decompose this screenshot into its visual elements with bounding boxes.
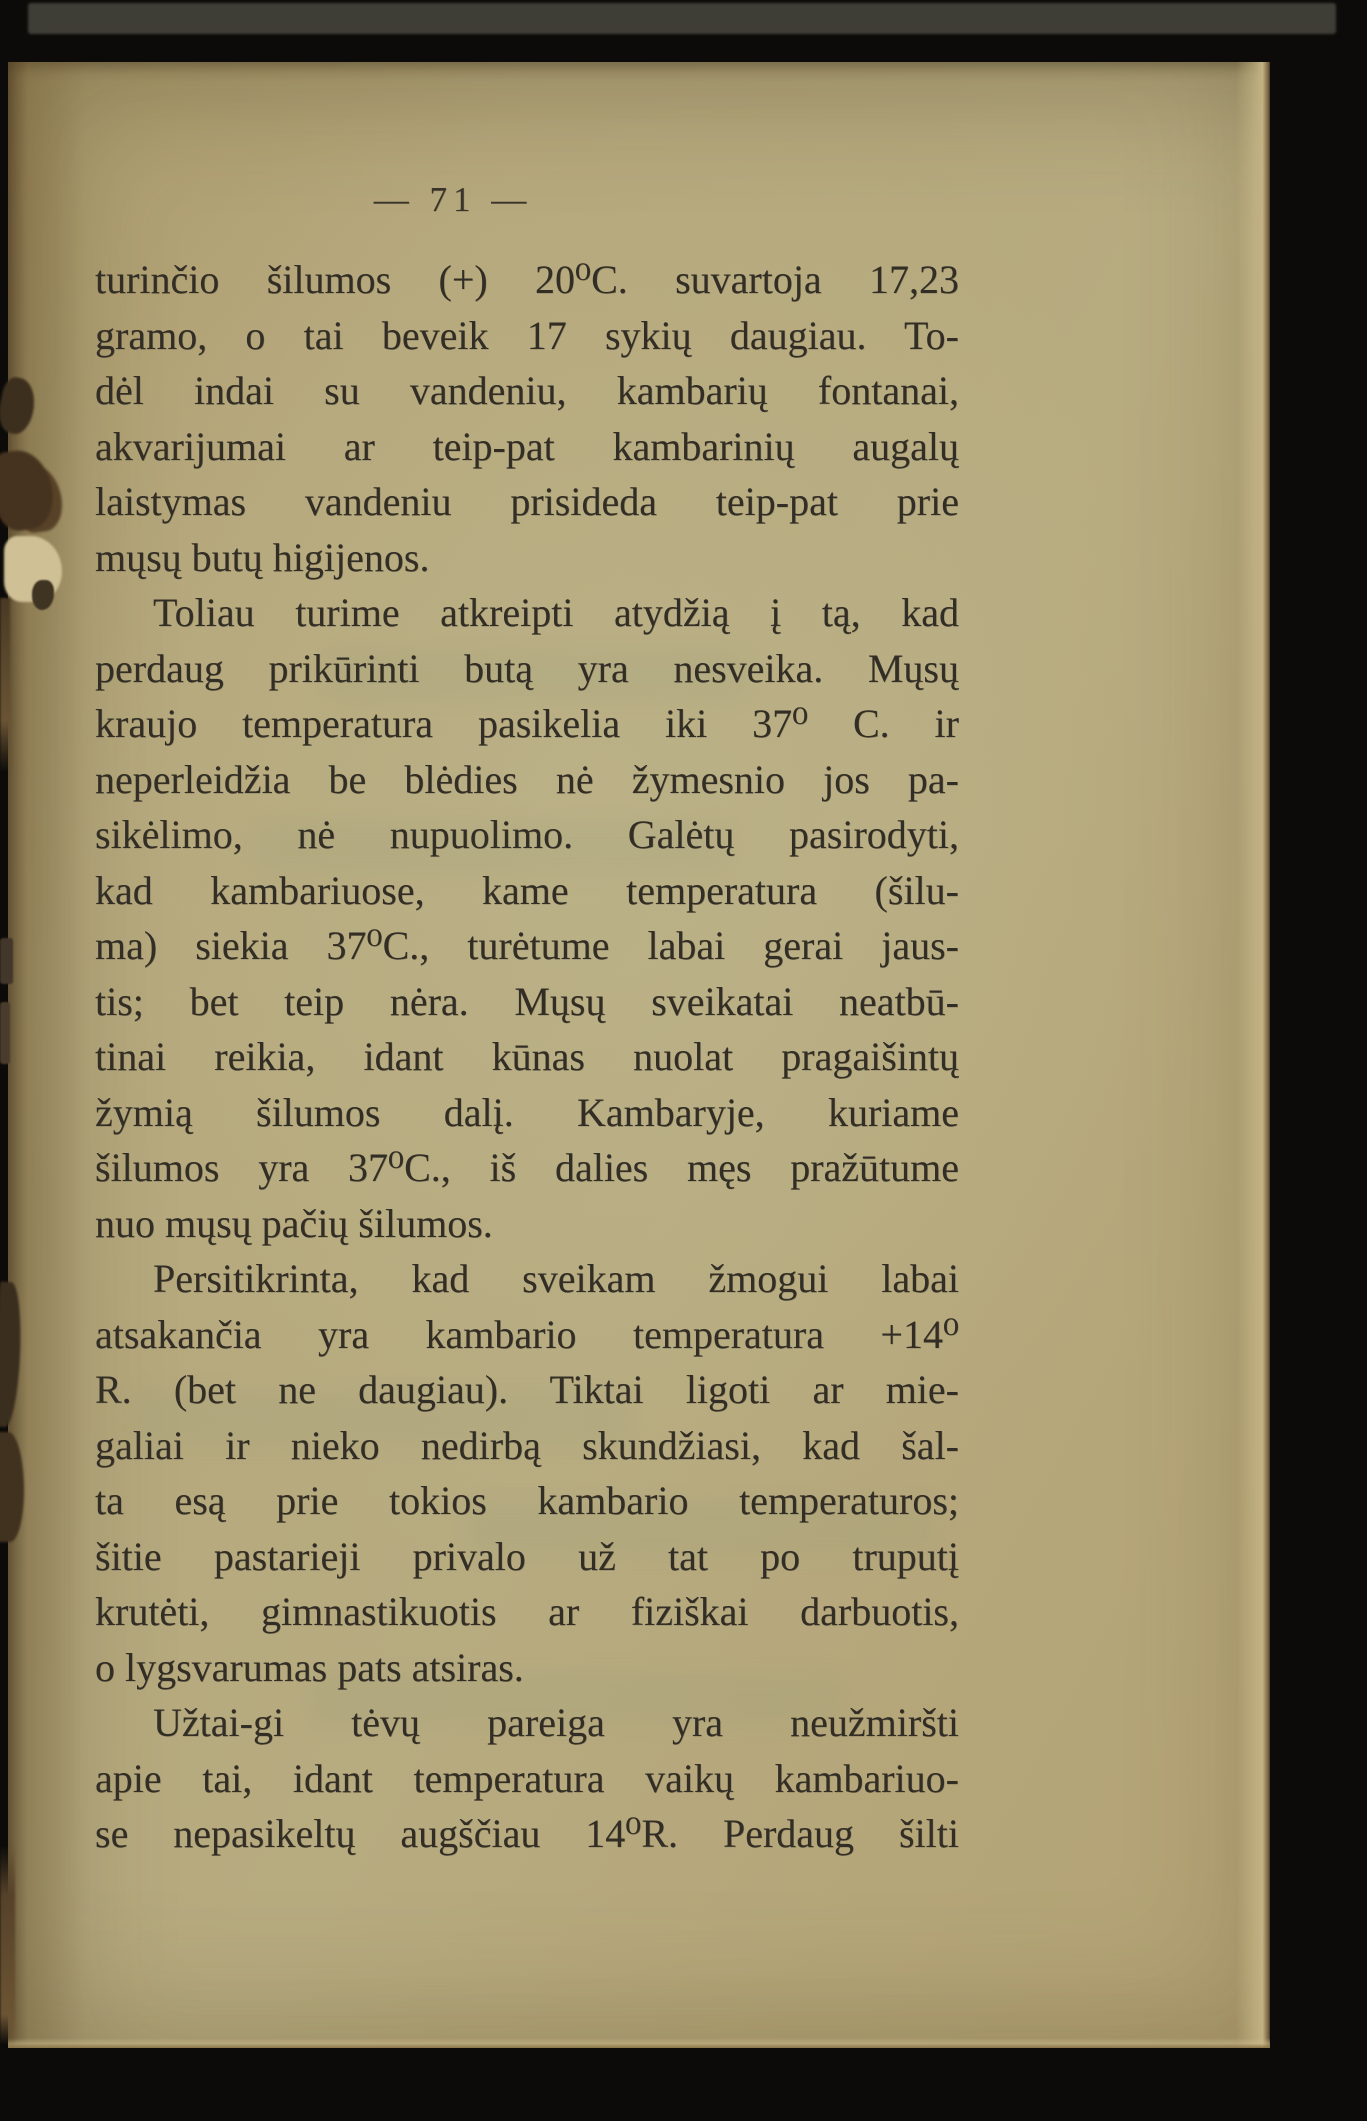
page-edge-right xyxy=(1236,62,1270,2048)
page-edge-bottom xyxy=(8,2038,1270,2048)
text-line: Persitikrinta, kad sveikam žmogui labai xyxy=(153,1256,959,1301)
text-line: ta esą prie tokios kambario temperaturos; xyxy=(95,1478,959,1523)
text-line: apie tai, idant temperatura vaikų kambariuo- xyxy=(95,1755,959,1801)
text-line: nuo mųsų pačių šilumos. xyxy=(95,1200,493,1246)
text-line: turinčio šilumos (+) 20⁰C. suvartoja 17,23 xyxy=(95,257,959,302)
text-line: sikėlimo, nė nupuolimo. Galėtų pasirodyti, xyxy=(95,812,959,857)
text-line: neperleidžia be blėdies nė žymesnio jos pa- xyxy=(95,756,959,802)
edge-stain xyxy=(0,1002,10,1064)
text-line: akvarijumai ar teip-pat kambarinių augalų xyxy=(95,423,959,469)
text-line: šilumos yra 37⁰C., iš dalies męs pražūtume xyxy=(95,1145,959,1190)
text-line: tinai reikia, idant kūnas nuolat pragaišintų xyxy=(95,1034,959,1079)
text-line: tis; bet teip nėra. Mųsų sveikatai neatbū- xyxy=(95,978,959,1024)
text-line: galiai ir nieko nedirbą skundžiasi, kad šal- xyxy=(95,1422,959,1468)
text-line: se nepasikeltų augščiau 14⁰R. Perdaug šilti xyxy=(95,1811,959,1856)
text-line: gramo, o tai beveik 17 sykių daugiau. To- xyxy=(95,312,959,358)
edge-stain xyxy=(0,1845,15,2045)
text-line: atsakančia yra kambario temperatura +14⁰ xyxy=(95,1311,959,1357)
text-line: o lygsvarumas pats atsiras. xyxy=(95,1644,524,1690)
text-line: šitie pastarieji privalo už tat po truputį xyxy=(95,1533,959,1579)
text-line: krutėti, gimnastikuotis ar fiziškai darbuotis, xyxy=(95,1589,959,1634)
text-line: žymią šilumos dalį. Kambaryje, kuriame xyxy=(95,1089,959,1135)
text-line: kraujo temperatura pasikelia iki 37⁰ C. ir xyxy=(95,701,959,746)
text-line: laistymas vandeniu prisideda teip-pat prie xyxy=(95,479,959,524)
text-line: Toliau turime atkreipti atydžią į tą, kad xyxy=(153,590,959,635)
text-line: dėl indai su vandeniu, kambarių fontanai, xyxy=(95,368,959,413)
text-line: perdaug prikūrinti butą yra nesveika. Mųsų xyxy=(95,645,959,691)
text-line: ma) siekia 37⁰C., turėtume labai gerai jaus- xyxy=(95,923,959,968)
edge-stain xyxy=(0,598,10,773)
text-line: kad kambariuose, kame temperatura (šilu- xyxy=(95,867,959,913)
edge-stain xyxy=(0,938,13,984)
gutter-shadow xyxy=(8,62,88,2048)
book-page xyxy=(8,62,1270,2048)
text-line: mųsų butų higijenos. xyxy=(95,534,430,580)
text-line: R. (bet ne daugiau). Tiktai ligoti ar mie- xyxy=(95,1367,959,1412)
scanner-edge-band xyxy=(28,3,1336,34)
page-number: — 71 — xyxy=(373,180,533,219)
text-line: Užtai-gi tėvų pareiga yra neužmiršti xyxy=(153,1700,959,1745)
body-text xyxy=(95,252,959,1862)
